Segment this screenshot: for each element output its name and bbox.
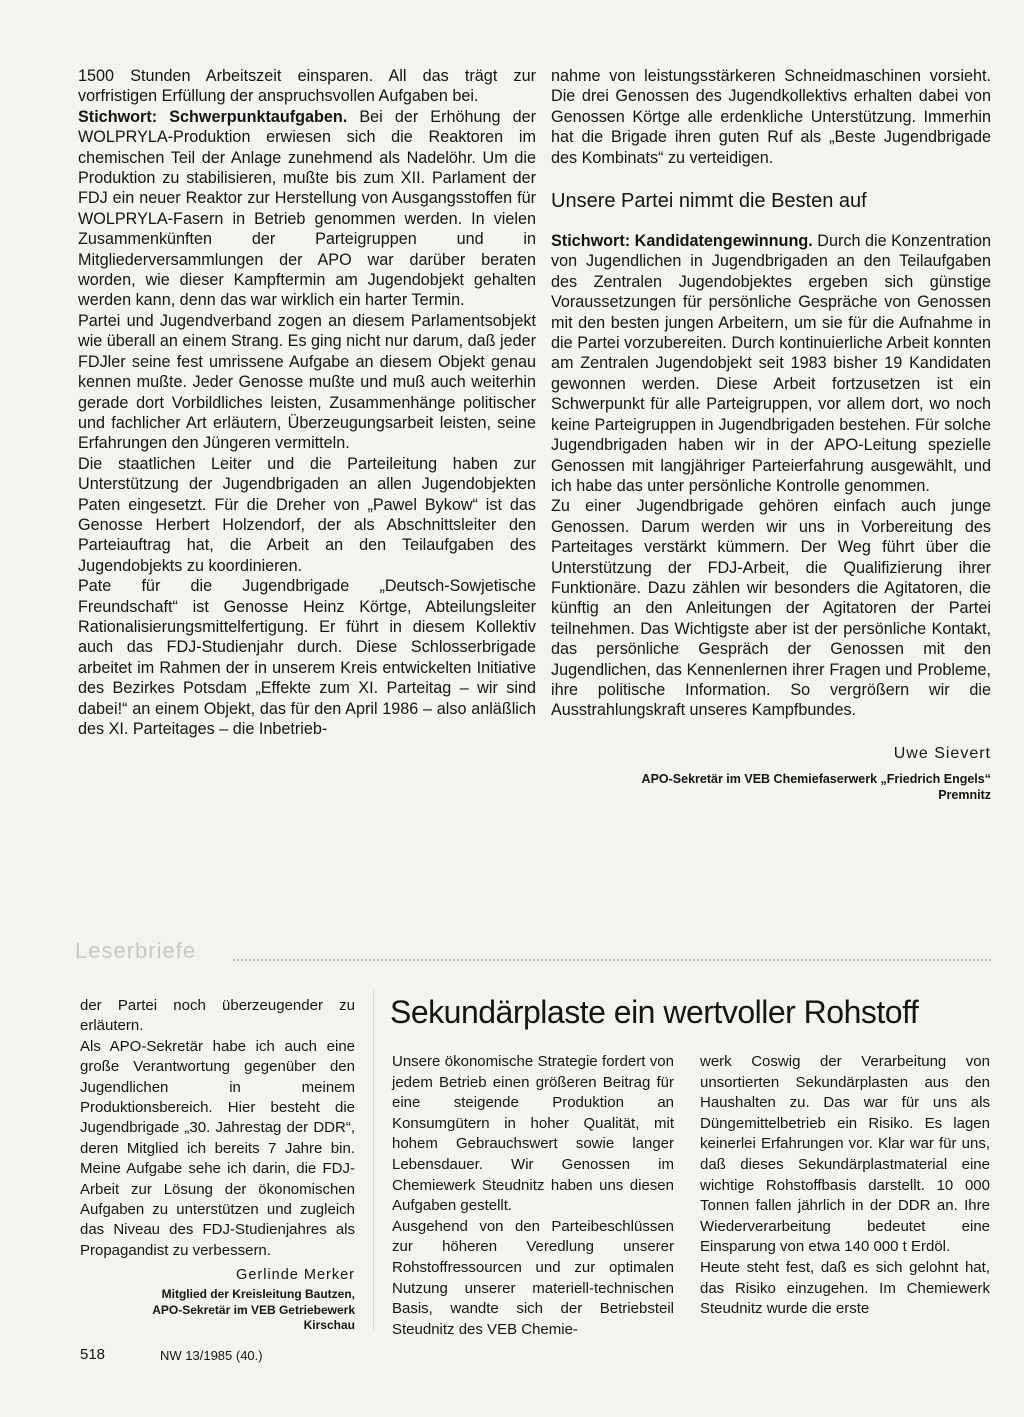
top-right-column: [551, 66, 991, 803]
article-paragraph: Ausgehend von den Parteibeschlüssen zur höheren Veredlung unserer Rohstoffressourcen und zur optimalen Nutzung unserer materiell-technischen Basis, wandte sich der Betriebsteil Steudnitz des VEB Chemie-: [392, 1217, 674, 1338]
issue-label: NW 13/1985 (40.): [160, 1348, 263, 1363]
article-headline: Sekundärplaste ein wertvoller Rohstoff: [390, 994, 919, 1030]
section-divider: [75, 938, 991, 968]
article-paragraph: 1500 Stunden Arbeitszeit einsparen. All das trägt zur vorfristigen Erfüllung der anspruchsvollen Aufgaben bei.: [78, 67, 536, 106]
letter-paragraph: Als APO-Sekretär habe ich auch eine große Verantwortung gegenüber den Jugendlichen in meinem Produktionsbereich. Hier besteht die Jugendbrigade „30. Jahrestag der DDR“, deren Mitglied ich bereits 7 Jahre bin. Meine Aufgabe sehe ich darin, die FDJ-Arbeit zur Lösung der ökonomischen Aufgaben zu unterstützen und zugleich das Niveau des FDJ-Studienjahres als Propagandist zu verbessern.: [80, 1037, 355, 1259]
article-paragraph: Stichwort: Schwerpunktaufgaben. Bei der Erhöhung der WOLPRYLA-Produktion erwiesen sich die Reaktoren im chemischen Teil der Anlage zunehmend als Nadelöhr. Um die Produktion zu stabilisieren, mußte bis zum XII. Parlament der FDJ ein neuer Reaktor zur Herstellung von Ausgangsstoffen für WOLPRYLA-Fasern in Betrieb genommen werden. In vielen Zusammenkünften der Parteigruppen und in Mitgliederversammlungen der APO war darüber beraten worden, wie dieser Kampftermin am Jugendobjekt gehalten werden kann, denn das war wirklich ein harter Termin.: [78, 107, 536, 310]
letter-author: Gerlinde Merker: [236, 1267, 355, 1284]
article-paragraph: nahme von leistungsstärkeren Schneidmaschinen vorsieht. Die drei Genossen des Jugendkollektivs erhalten dabei von Genossen Körtge alle erdenkliche Unterstützung. Immerhin hat die Brigade ihren guten Ruf als „Beste Jugendbrigade des Kombinats“ zu verteidigen.: [551, 67, 991, 167]
reader-letter: [80, 996, 355, 1334]
article-paragraph: Heute steht fest, daß es sich gelohnt hat, das Risiko einzugehen. Im Chemiewerk Steudnitz wurde die erste: [700, 1258, 990, 1318]
article-paragraph: Pate für die Jugendbrigade „Deutsch-Sowjetische Freundschaft“ ist Genosse Heinz Körtge, Abteilungsleiter Rationalisierungsmittelfertigung. Er führt in diesem Kollektiv auch das FDJ-Studienjahr durch. Diese Schlosserbrigade arbeitet im Rahmen der in unserem Kreis entwickelten Initiative des Bezirkes Potsdam „Effekte zum XI. Parteitag – wir sind dabei!“ an einem Objekt, das für den April 1986 – also anläßlich des XI. Parteitages – die Inbetrieb-: [78, 577, 536, 738]
article-paragraph: Partei und Jugendverband zogen an diesem Parlamentsobjekt wie überall an einem Strang. Es ging nicht nur darum, daß jeder FDJler seine fest umrissene Aufgabe an diesem Objekt genau kennen mußte. Jeder Genosse mußte und muß auch weiterhin gerade dort Vorbildliches leisten, Zusammenhänge politischer und fachlicher Art erläutern, Überzeugungsarbeit leisten, seine Erfahrungen den Jüngeren vermitteln.: [78, 311, 536, 453]
page-number: 518: [80, 1346, 106, 1363]
letter-author-role: Mitglied der Kreisleitung Bautzen, APO-Sekretär im VEB Getriebewerk Kirschau: [152, 1287, 355, 1333]
top-left-column: [78, 66, 536, 739]
article-paragraph: Die staatlichen Leiter und die Parteileitung haben zur Unterstützung der Jugendbrigaden an allen Jugendobjekten Paten eingesetzt. Für die Dreher von „Pawel Bykow“ ist das Genosse Herbert Holzendorf, der als Abschnittsleiter den Parteiauftrag hat, die Arbeit an den Teilaufgaben des Jugendobjekts zu koordinieren.: [78, 454, 536, 575]
article-paragraph: Zu einer Jugendbrigade gehören einfach auch junge Genossen. Darum werden wir uns in Vorbereitung des Parteitages verstärkt kümmern. Der Weg führt über die Unterstützung der FDJ-Arbeit, die Qualifizierung ihrer Funktionäre. Dazu zählen wir besonders die Agitatoren, die künftig an den Anleitungen der Agitatoren der Partei teilnehmen. Das Wichtigste aber ist der persönliche Kontakt, das persönliche Gespräch der Genossen mit den Jugendlichen, das Kennenlernen ihrer Fragen und Probleme, ihre politische Information. So vergrößern wir die Ausstrahlungskraft unseres Kampfbundes.: [551, 497, 991, 720]
subheading: Unsere Partei nimmt die Besten auf: [551, 190, 867, 213]
article-column-1: [392, 1052, 674, 1340]
section-label: Leserbriefe: [75, 938, 197, 963]
author-name: Uwe Sievert: [893, 744, 991, 762]
letter-paragraph: der Partei noch überzeugender zu erläutern.: [80, 997, 355, 1035]
article-paragraph: werk Coswig der Verarbeitung von unsortierten Sekundärplasten aus den Haushalten zu. Das war für uns als Düngemittelbetrieb ein Risiko. Es lagen keinerlei Erfahrungen vor. Klar war für uns, daß dieses Sekundärplastmaterial eine wichtige Rohstoffbasis darstellt. 10 000 Tonnen fallen jährlich in der DDR an. Ihre Wiederverarbeitung bedeutet eine Einsparung von etwa 140 000 t Erdöl.: [700, 1053, 990, 1256]
column-divider: [373, 990, 374, 1330]
article-paragraph: Unsere ökonomische Strategie fordert von jedem Betrieb einen größeren Beitrag für eine steigende Produktion an Konsumgütern in hoher Qualität, mit hohem Gebrauchswert sowie langer Lebensdauer. Wir Genossen im Chemiewerk Steudnitz haben uns diesen Aufgaben gestellt.: [392, 1053, 674, 1215]
author-role: APO-Sekretär im VEB Chemiefaserwerk „Friedrich Engels“ Premnitz: [641, 771, 991, 802]
article-column-2: [700, 1052, 990, 1320]
dotted-rule: [233, 959, 991, 963]
article-paragraph: Stichwort: Kandidatengewinnung. Durch die Konzentration von Jugendlichen in Jugendbrigaden an den Teilaufgaben des Zentralen Jugendobjektes ergeben sich günstige Voraussetzungen für persönliche Gespräche von Genossen mit den besten jungen Arbeitern, um sie für die Aufnahme in die Partei vorzubereiten. Durch kontinuierliche Arbeit konnten am Zentralen Jugendobjekt seit 1983 bisher 19 Kandidaten gewonnen werden. Diese Arbeit fortzusetzen ist ein Schwerpunkt für alle Parteigruppen, vor allem dort, wo noch keine Parteigruppen in Jugendbrigaden bestehen. Für solche Jugendbrigaden haben wir in der APO-Leitung spezielle Genossen mit langjähriger Parteierfahrung ausgewählt, und ich habe das unter persönliche Kontrolle genommen.: [551, 232, 992, 495]
